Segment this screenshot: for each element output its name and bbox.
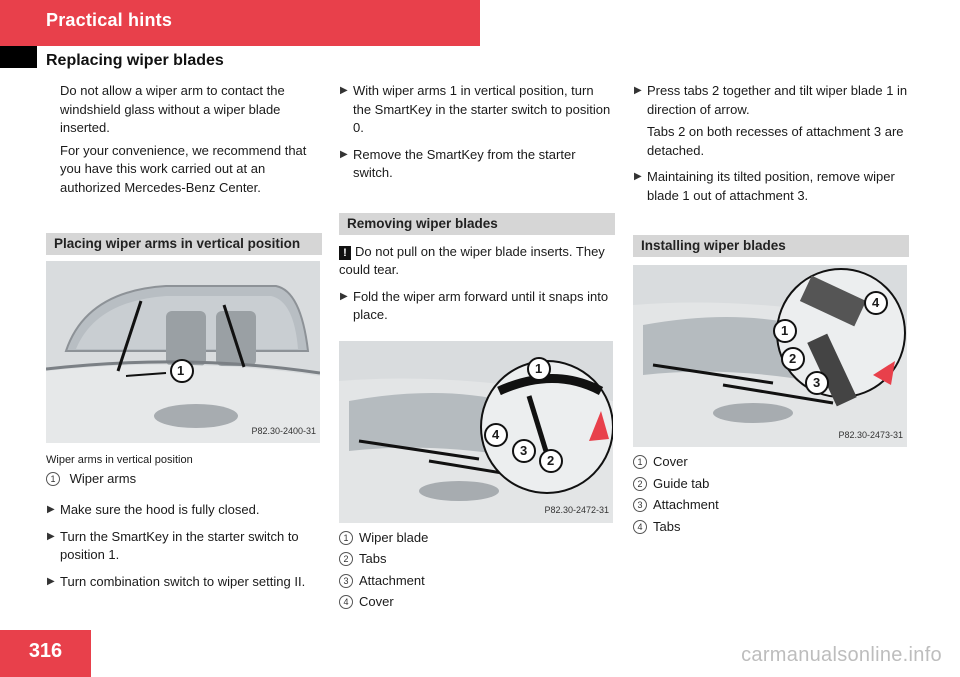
section-title-installing: Installing wiper blades (633, 235, 909, 257)
figure-wiper-arms-vertical (46, 261, 320, 443)
figure-removing-blade (339, 341, 613, 523)
section-title-vertical-position: Placing wiper arms in vertical position (46, 233, 322, 255)
instruction-step: ▶ With wiper arms 1 in vertical position, turn the SmartKey in the starter switch to position 0. (340, 83, 611, 135)
legend-number: 1 (46, 472, 60, 486)
column-2 (339, 82, 615, 615)
instruction-step: ▶ Press tabs 2 together and tilt wiper blade 1 in direction of arrow. (634, 83, 908, 117)
legend-item: 3 Attachment (633, 496, 909, 515)
callout-2: 2 (547, 452, 555, 468)
callout-1: 1 (177, 363, 185, 378)
legend-item: 3 Attachment (339, 572, 615, 591)
legend-item (46, 470, 322, 489)
instruction-step: ▶ Remove the SmartKey from the starter switch. (340, 146, 576, 180)
removing-blade-illustration (339, 341, 613, 523)
header-bar (0, 0, 480, 46)
note-paragraph: Tabs 2 on both recesses of attachment 3 are detached. (647, 124, 904, 158)
windshield-illustration (46, 261, 320, 443)
step-arrow-icon: ▶ (47, 575, 55, 587)
instruction-step: ▶ Fold the wiper arm forward until it snaps into place. (340, 288, 609, 322)
callout-3: 3 (520, 442, 528, 458)
figure-code: P82.30-2473-31 (838, 429, 903, 440)
step-arrow-icon: ▶ (340, 85, 348, 96)
legend-item: 2 Tabs (339, 550, 615, 569)
callout-4: 4 (872, 295, 880, 310)
step-arrow-icon: ▶ (634, 171, 642, 182)
step-arrow-icon: ▶ (634, 85, 642, 96)
instruction-step: ▶ Turn the SmartKey in the starter switch to position 1. (47, 528, 299, 562)
warning-icon: ! (339, 246, 351, 260)
step-arrow-icon: ▶ (340, 148, 348, 160)
intro-paragraph-2: For your convenience, we recommend that you have this work carried out at an authorized Mercedes-Benz Center. (60, 142, 307, 195)
figure-caption: Wiper arms in vertical position (46, 454, 193, 466)
legend-item: 4 Cover (339, 593, 615, 612)
figure-installing-blade (633, 265, 907, 447)
page-number: 316 (28, 640, 63, 662)
legend-item: 1 Wiper blade (339, 529, 615, 548)
figure-code: P82.30-2472-31 (544, 505, 609, 515)
step-arrow-icon: ▶ (47, 504, 55, 515)
step-arrow-icon: ▶ (47, 530, 55, 542)
chapter-title: Practical hints (46, 10, 173, 30)
page-title: Replacing wiper blades (46, 52, 224, 69)
page-number-box (0, 630, 91, 677)
instruction-step: ▶ Maintaining its tilted position, remove wiper blade 1 out of attachment 3. (634, 169, 895, 203)
legend-item: 2 Guide tab (633, 475, 909, 494)
legend-item: 1 Cover (633, 453, 909, 472)
callout-4: 4 (492, 426, 500, 442)
installing-blade-illustration (633, 265, 907, 447)
callout-1: 1 (535, 360, 543, 376)
section-title-removing: Removing wiper blades (339, 213, 615, 235)
step-arrow-icon: ▶ (340, 290, 348, 302)
callout-3: 3 (813, 375, 821, 390)
legend-item: 4 Tabs (633, 518, 909, 537)
column-1 (46, 82, 322, 599)
column-3 (633, 82, 909, 539)
legend-label: Wiper arms (69, 470, 137, 486)
chapter-tab-marker (0, 46, 37, 68)
intro-paragraph-1: Do not allow a wiper arm to contact the windshield glass without a wiper blade inserted. (60, 83, 285, 135)
callout-2: 2 (789, 351, 797, 366)
instruction-step: ▶ Turn combination switch to wiper setting II. (46, 573, 322, 592)
warning-note: ! Do not pull on the wiper blade inserts. They could tear. (339, 243, 605, 277)
instruction-step: ▶ Make sure the hood is fully closed. (46, 501, 322, 520)
callout-1: 1 (781, 323, 789, 338)
figure-code: P82.30-2400-31 (251, 425, 316, 436)
watermark: carmanualsonline.info (741, 644, 942, 666)
